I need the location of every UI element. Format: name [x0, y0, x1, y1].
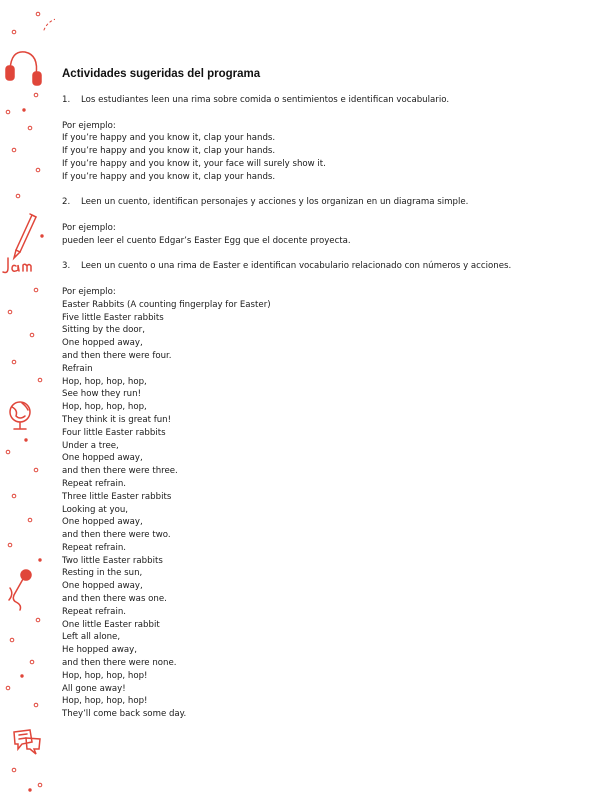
example-line: Three little Easter rabbits — [62, 491, 172, 502]
example-line: One little Easter rabbit — [62, 619, 160, 630]
example-line: Repeat refrain. — [62, 478, 127, 489]
headphones-icon — [6, 52, 41, 85]
example-line: Hop, hop, hop, hop, — [62, 402, 147, 413]
example-line: Resting in the sun, — [62, 568, 143, 579]
activity-text: Leen un cuento, identifican personajes y acciones y los organizan en un diagrama simple. — [81, 197, 469, 208]
document-body — [62, 68, 582, 721]
example-line: All gone away! — [62, 683, 126, 694]
activity-number: 1. — [62, 95, 71, 105]
activity-item — [62, 94, 582, 107]
example-line: Easter Rabbits (A counting fingerplay for Easter) — [62, 299, 271, 310]
jam-doodle-icon — [3, 258, 31, 273]
microphone-icon — [9, 570, 31, 610]
example-line: Hop, hop, hop, hop! — [62, 670, 148, 681]
example-line: One hopped away, — [62, 517, 143, 528]
page-title: Actividades sugeridas del programa — [62, 68, 261, 80]
example-line: Hop, hop, hop, hop, — [62, 376, 147, 387]
example-line: Four little Easter rabbits — [62, 427, 166, 438]
activity-text: Leen un cuento o una rima de Easter e identifican vocabulario relacionado con números y acciones. — [81, 261, 512, 272]
example-line: Looking at you, — [62, 504, 129, 515]
globe-icon — [10, 402, 30, 429]
activity-item — [62, 196, 582, 209]
activity-list — [62, 94, 582, 721]
activity-number: 3. — [62, 261, 71, 272]
example-line: Repeat refrain. — [62, 542, 127, 553]
example-line: Hop, hop, hop, hop! — [62, 696, 148, 707]
margin-decoration — [0, 0, 55, 800]
example-label: Por ejemplo: — [62, 286, 116, 297]
example-line: Under a tree, — [62, 440, 119, 451]
example-line: Repeat refrain. — [62, 606, 127, 617]
activity-item — [62, 260, 582, 273]
example-line: Two little Easter rabbits — [62, 555, 163, 566]
example-line: One hopped away, — [62, 453, 143, 464]
example-line: He hopped away, — [62, 645, 137, 656]
activity-number: 2. — [62, 197, 71, 208]
example-line: One hopped away, — [62, 338, 143, 349]
speech-bubbles-icon — [14, 730, 40, 754]
example-line: and then there were four. — [62, 350, 172, 361]
pencil-icon — [14, 214, 36, 258]
example-line: If you’re happy and you know it, clap your hands. — [62, 133, 276, 144]
example-line: and then there was one. — [62, 594, 167, 605]
example-line: and then there were two. — [62, 530, 171, 541]
example-line: pueden leer el cuento Edgar’s Easter Egg que el docente proyecta. — [62, 235, 351, 246]
example-line: See how they run! — [62, 389, 142, 400]
example-line: and then there were three. — [62, 466, 178, 477]
example-line: They think it is great fun! — [62, 414, 172, 425]
example-line: If you’re happy and you know it, your face will surely show it. — [62, 158, 326, 169]
example-line: Sitting by the door, — [62, 325, 145, 336]
example-line: Left all alone, — [62, 632, 121, 643]
example-line: Five little Easter rabbits — [62, 312, 164, 323]
example-line: and then there were none. — [62, 658, 177, 669]
example-line: They’ll come back some day. — [62, 709, 187, 720]
example-label: Por ejemplo: — [62, 120, 116, 131]
example-line: One hopped away, — [62, 581, 143, 592]
example-label: Por ejemplo: — [62, 222, 116, 233]
example-line: Refrain — [62, 363, 93, 374]
example-line: If you’re happy and you know it, clap your hands. — [62, 171, 276, 182]
activity-text: Los estudiantes leen una rima sobre comida o sentimientos e identifican vocabulario. — [81, 95, 450, 105]
example-line: If you’re happy and you know it, clap your hands. — [62, 146, 276, 157]
